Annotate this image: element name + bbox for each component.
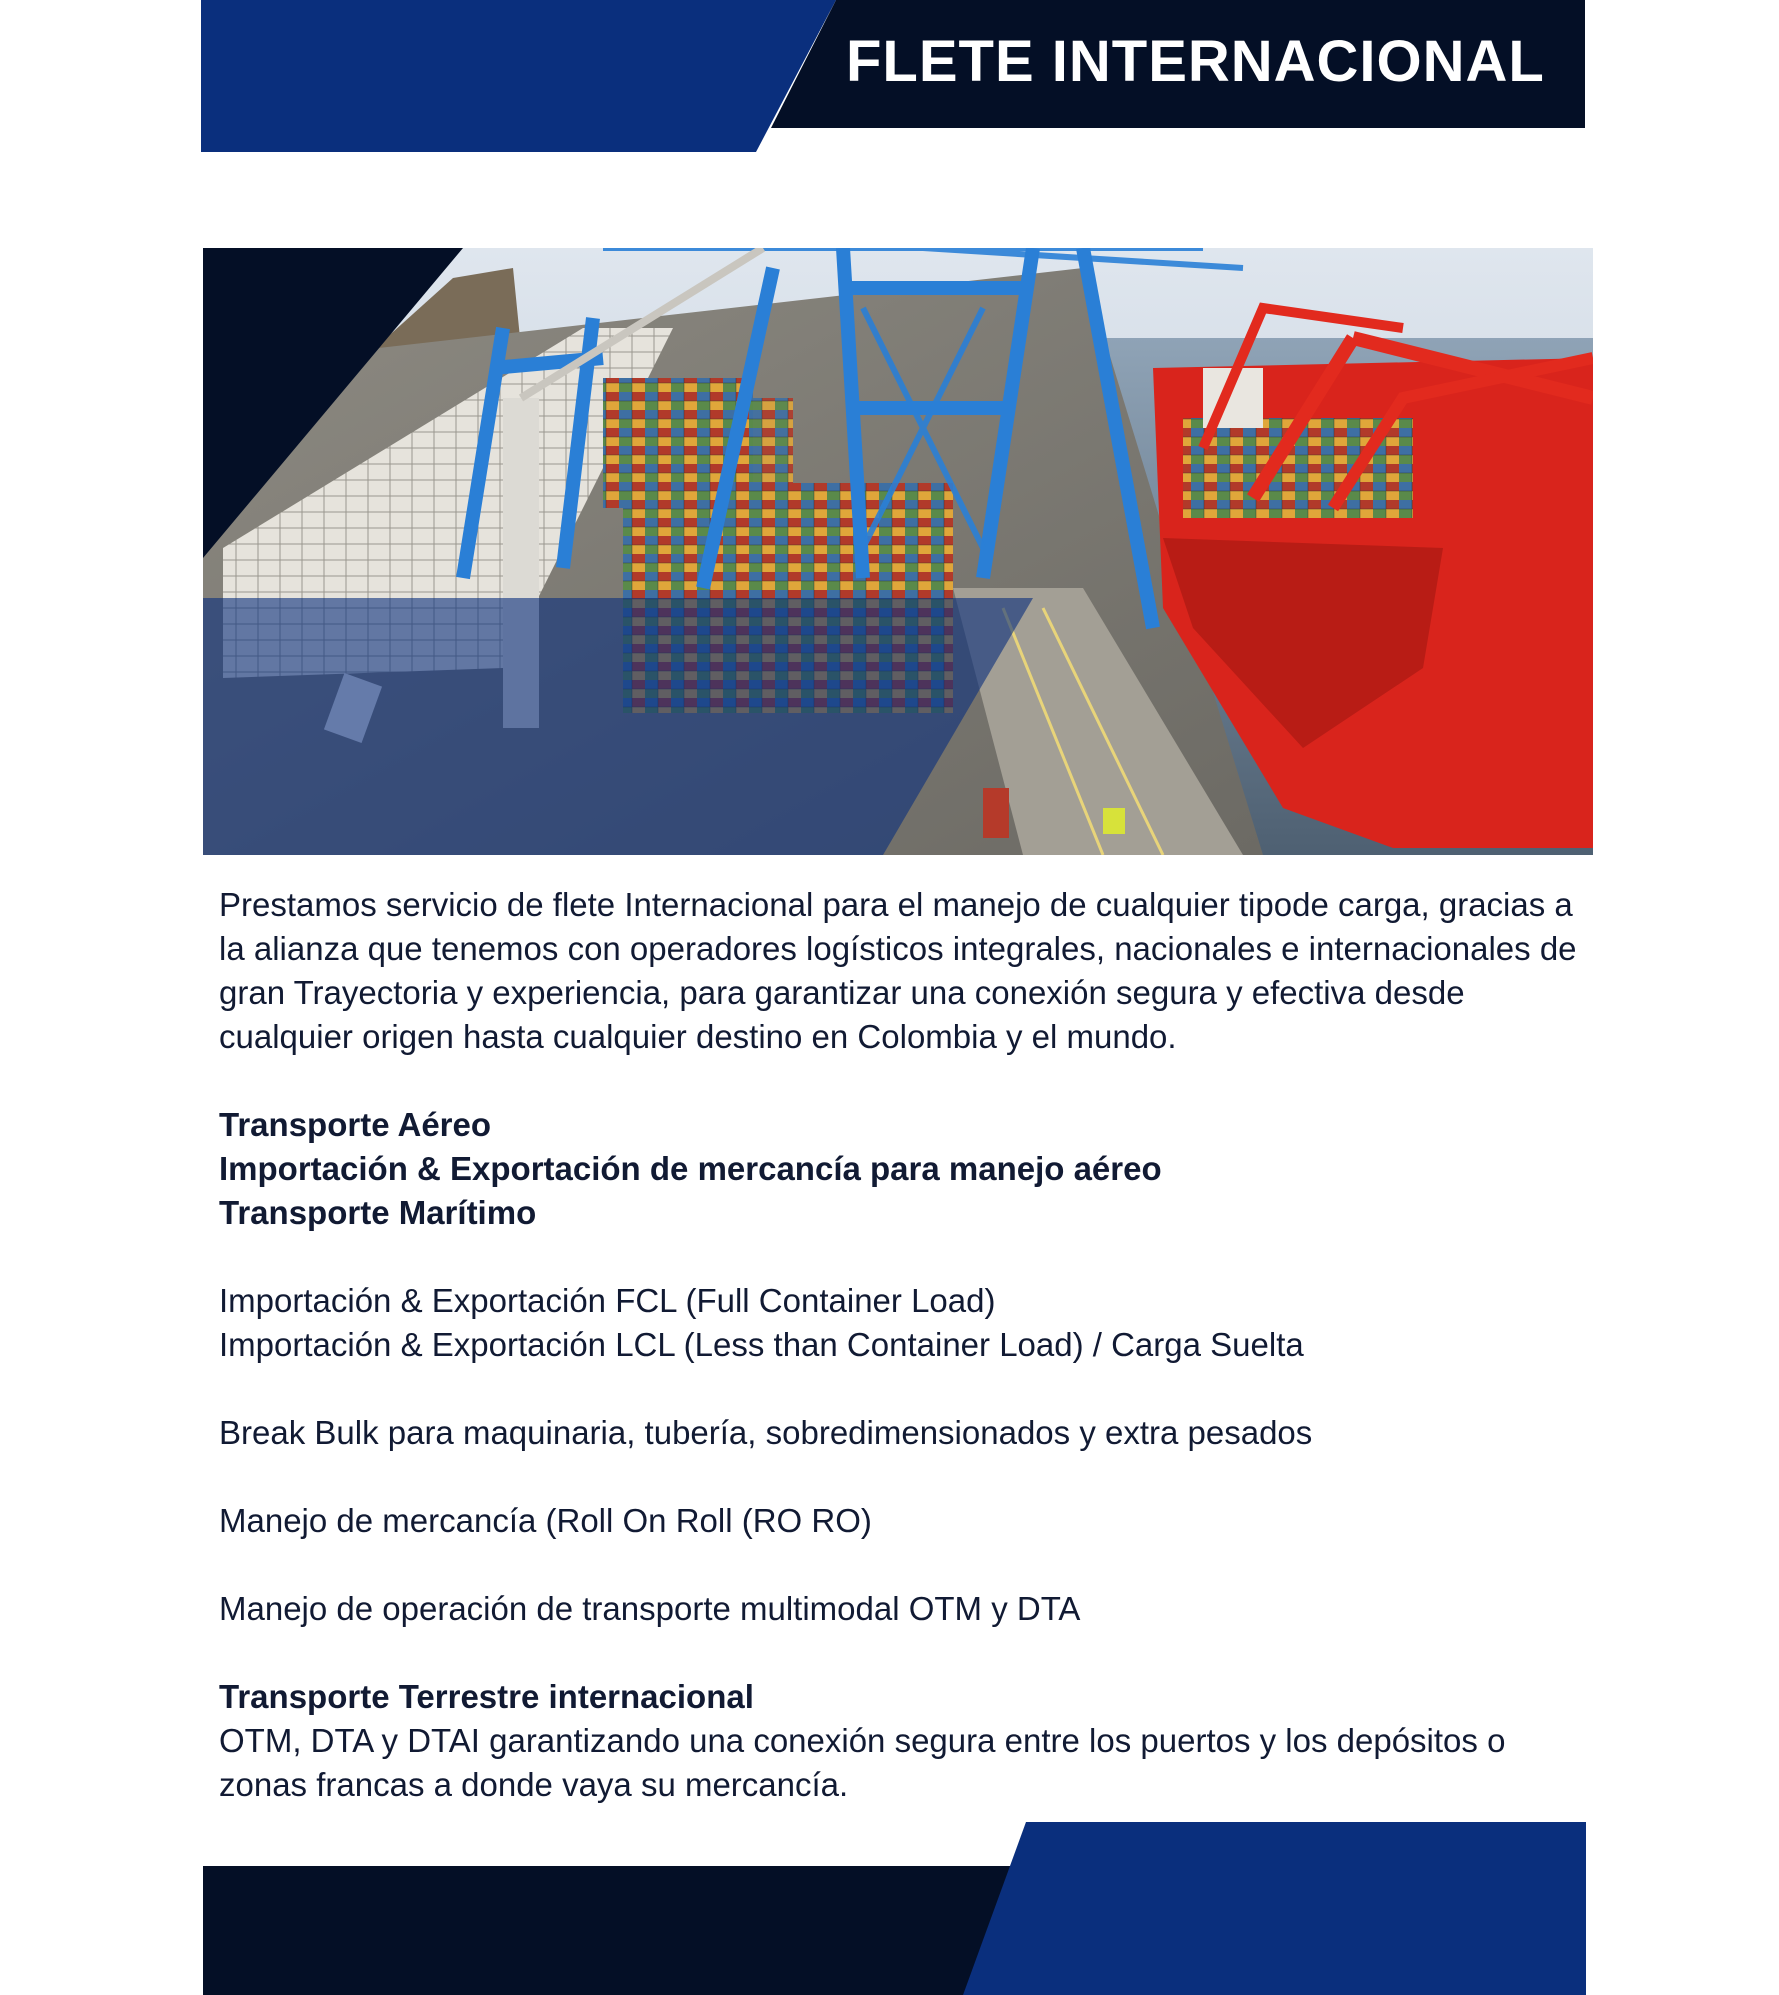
page-title: FLETE INTERNACIONAL bbox=[846, 29, 1545, 94]
intro-paragraph: Prestamos servicio de flete Internacional para el manejo de cualquier tipode carga, gracias a la alianza que tenemos con operadores logísticos integrales, nacionales e internacionales de gran Trayectoria y experiencia, para garantizar una conexión segura y efectiva desde cualquier origen hasta cualquier destino en Colombia y el mundo. bbox=[219, 886, 1577, 1055]
sea-transport-title: Transporte Marítimo bbox=[219, 1194, 537, 1231]
land-transport-description: OTM, DTA y DTAI garantizando una conexión segura entre los puertos y los depósitos o zonas francas a donde vaya su mercancía. bbox=[219, 1722, 1506, 1803]
air-transport-title: Transporte Aéreo bbox=[219, 1106, 492, 1143]
roro-item: Manejo de mercancía (Roll On Roll (RO RO) bbox=[219, 1502, 872, 1539]
footer-banner-shape bbox=[203, 1822, 1586, 1995]
port-container-ship-image bbox=[203, 248, 1593, 855]
air-transport-subtitle: Importación & Exportación de mercancía para manejo aéreo bbox=[219, 1150, 1162, 1187]
footer-blue-panel bbox=[963, 1822, 1586, 1995]
footer-dark-panel bbox=[203, 1866, 1018, 1995]
hero-image bbox=[203, 248, 1593, 855]
multimodal-item: Manejo de operación de transporte multimodal OTM y DTA bbox=[219, 1590, 1081, 1627]
break-bulk-item: Break Bulk para maquinaria, tubería, sobredimensionados y extra pesados bbox=[219, 1414, 1313, 1451]
lcl-item: Importación & Exportación LCL (Less than Container Load) / Carga Suelta bbox=[219, 1326, 1304, 1363]
header-blue-panel bbox=[201, 0, 836, 152]
footer-banner bbox=[203, 1822, 1586, 1995]
content bbox=[219, 883, 1599, 1807]
land-transport-title: Transporte Terrestre internacional bbox=[219, 1678, 754, 1715]
fcl-item: Importación & Exportación FCL (Full Container Load) bbox=[219, 1282, 996, 1319]
header-banner bbox=[201, 0, 1585, 152]
